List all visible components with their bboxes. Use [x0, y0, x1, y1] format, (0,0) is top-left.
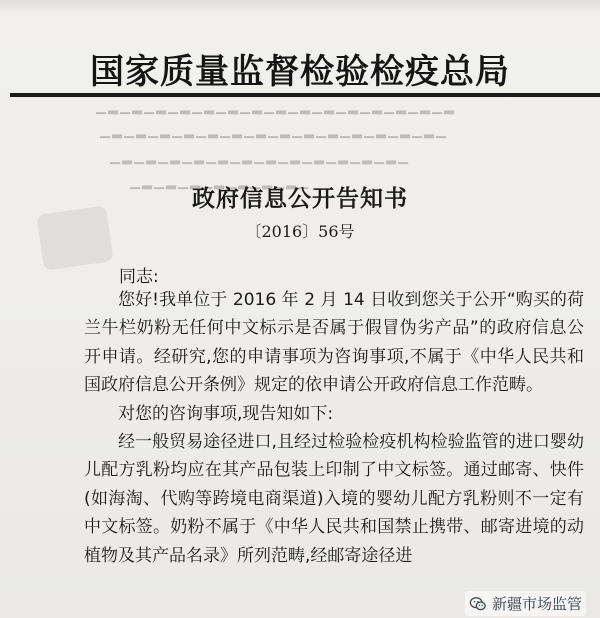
- document-body: [84, 286, 584, 570]
- header-rule: [10, 93, 600, 97]
- scan-shadow: [0, 0, 600, 14]
- reverse-side-bleed: ▁▂▁▂▁▂▁▂▁▂▁▂▁▂▁: [130, 175, 310, 190]
- agency-header: 国家质量监督检验检疫总局: [90, 52, 510, 92]
- reverse-side-bleed: ▁▂▁▂▁▂▁▂▁▂▁▂▁▂▁▂▁▂▁▂▁▂▁▂▁▂▁▂▁: [100, 124, 448, 139]
- reverse-side-bleed: ▁▂▁▂▁▂▁▂▁▂▁▂▁▂▁▂▁▂▁▂▁▂▁▂▁: [110, 150, 410, 165]
- paragraph-intro: 对您的咨询事项,现告知如下:: [118, 403, 334, 424]
- watermark-text: 新疆市场监管: [491, 595, 582, 613]
- paragraph-acknowledgement: 您好!我单位于 2016 年 2 月 14 日收到您关于公开“购买的荷兰牛栏奶粉无任何中文标示是否属于假冒伪劣产品”的政府信息公开申请。经研究,您的申请事项为咨询事项,不属于《中华人民共和国政府信息公开条例》规定的依申请公开政府信息工作范畴。: [84, 290, 584, 396]
- reverse-side-bleed: ▁▂▁▂▁▂▁▂▁▂▁▂▁▂▁▂▁▂▁▂▁▂▁▂▁▂▁▂▁▂: [96, 100, 456, 115]
- salutation: 同志:: [119, 267, 159, 287]
- document-number: 〔2016〕56号: [245, 222, 355, 241]
- account-watermark: [465, 591, 586, 616]
- document-title: 政府信息公开告知书: [192, 185, 408, 212]
- wechat-icon: [469, 595, 487, 613]
- paragraph-explanation: 经一般贸易途径进口,且经过检验检疫机构检验监管的进口婴幼儿配方乳粉均应在其产品包装上印制了中文标签。通过邮寄、快件(如海淘、代购等跨境电商渠道)入境的婴幼儿配方乳粉则不一定有中文标签。奶粉不属于《中华人民共和国禁止携带、邮寄进境的动植物及其产品名录》所列范畴,经邮寄途径进: [84, 432, 584, 566]
